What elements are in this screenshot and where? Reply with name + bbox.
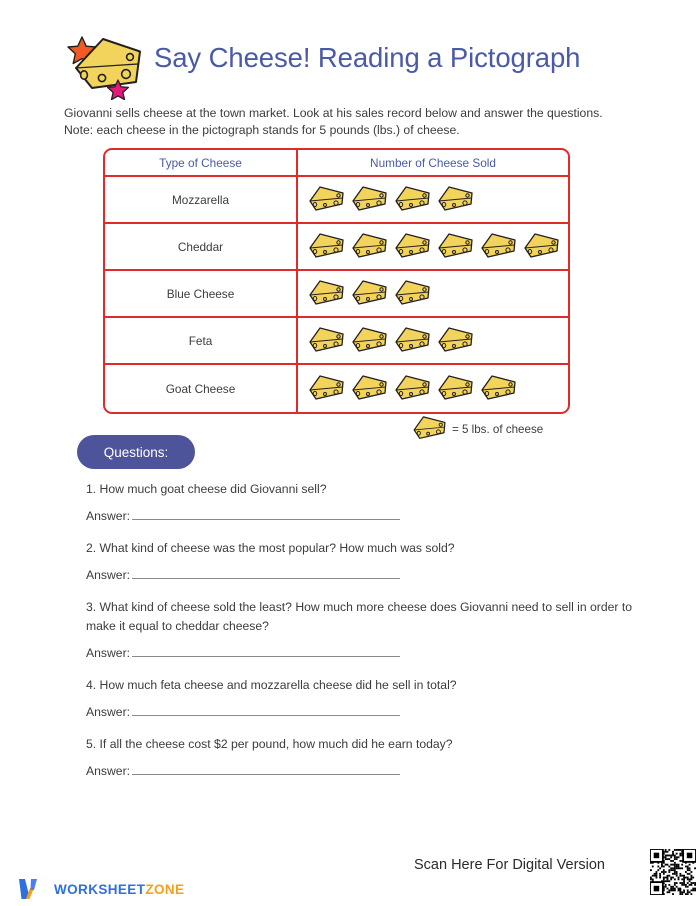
answer-blank-line[interactable]: [132, 508, 400, 520]
legend-label: = 5 lbs. of cheese: [452, 422, 544, 436]
intro-text: [64, 105, 644, 139]
question-text: 3. What kind of cheese sold the least? How much more cheese does Giovanni need to sell in order to make it equal to cheddar cheese?: [86, 600, 633, 633]
qr-code-icon[interactable]: [650, 849, 696, 895]
question-item: [86, 539, 676, 582]
cheese-wedge-icon: [479, 374, 519, 404]
answer-blank-line[interactable]: [132, 704, 400, 716]
cheese-icon-group: [298, 224, 568, 269]
cheese-wedge-icon: [307, 279, 347, 309]
legend-cheese-icon-slot: [411, 415, 449, 443]
answer-blank-line[interactable]: [132, 763, 400, 775]
cheese-wedge-icon: [350, 185, 390, 215]
cheese-type-label: Feta: [105, 318, 298, 363]
question-item: [86, 676, 676, 719]
answer-row[interactable]: [86, 704, 676, 719]
question-text: 4. How much feta cheese and mozzarella cheese did he sell in total?: [86, 678, 457, 692]
cheese-icon-group: [298, 318, 568, 363]
cheese-type-label: Goat Cheese: [105, 365, 298, 412]
answer-row[interactable]: [86, 508, 676, 523]
cheese-wedge-icon: [350, 374, 390, 404]
pictograph-legend: [411, 415, 543, 443]
answer-row[interactable]: [86, 567, 676, 582]
table-row: [105, 318, 568, 365]
worksheet-zone-logo[interactable]: [18, 878, 184, 900]
answer-label: Answer:: [86, 646, 131, 660]
cheese-wedge-icon: [350, 232, 390, 262]
intro-line-1: Giovanni sells cheese at the town market. Look at his sales record below and answer the questions.: [64, 106, 603, 120]
cheese-wedge-icon: [436, 326, 476, 356]
table-row: [105, 177, 568, 224]
cheese-wedge-icon: [350, 326, 390, 356]
column-header-type: Type of Cheese: [105, 150, 298, 175]
cheese-type-label: Blue Cheese: [105, 271, 298, 316]
question-text: 1. How much goat cheese did Giovanni sell?: [86, 482, 327, 496]
answer-label: Answer:: [86, 509, 131, 523]
answer-row[interactable]: [86, 645, 676, 660]
logo-word-zone: ZONE: [145, 881, 185, 897]
cheese-wedge-icon: [479, 232, 519, 262]
cheese-wedge-icon: [436, 374, 476, 404]
cheese-wedge-icon: [393, 279, 433, 309]
cheese-wedge-icon: [393, 185, 433, 215]
header-cheese-art: [62, 34, 154, 100]
column-header-count: Number of Cheese Sold: [370, 155, 496, 170]
cheese-wedge-icon: [350, 279, 390, 309]
question-text: 5. If all the cheese cost $2 per pound, how much did he earn today?: [86, 737, 453, 751]
answer-label: Answer:: [86, 568, 131, 582]
cheese-wedge-icon: [307, 374, 347, 404]
question-item: [86, 735, 676, 778]
cheese-wedge-icon: [393, 374, 433, 404]
cheese-wedge-icon: [393, 232, 433, 262]
questions-section: [86, 480, 676, 794]
answer-label: Answer:: [86, 764, 131, 778]
intro-line-2: Note: each cheese in the pictograph stands for 5 pounds (lbs.) of cheese.: [64, 123, 460, 137]
cheese-type-label: Cheddar: [105, 224, 298, 269]
question-item: [86, 480, 676, 523]
cheese-icon-group: [298, 365, 568, 412]
table-row: [105, 224, 568, 271]
cheese-wedge-icon: [307, 232, 347, 262]
table-row: [105, 365, 568, 412]
cheese-wedge-icon: [436, 232, 476, 262]
qr-code-svg: [650, 849, 696, 895]
answer-row[interactable]: [86, 763, 676, 778]
worksheet-zone-logo-icon: [18, 878, 48, 900]
cheese-icon-group: [298, 177, 568, 222]
page-header: [62, 34, 662, 100]
header-cheese-svg: [62, 34, 154, 100]
answer-blank-line[interactable]: [132, 567, 400, 579]
table-header-row: [105, 150, 568, 177]
cheese-type-label: Mozzarella: [105, 177, 298, 222]
question-text: 2. What kind of cheese was the most popular? How much was sold?: [86, 541, 455, 555]
cheese-wedge-icon: [411, 415, 449, 443]
logo-word-worksheet: WORKSHEET: [54, 881, 146, 897]
cheese-wedge-icon: [436, 185, 476, 215]
answer-blank-line[interactable]: [132, 645, 400, 657]
logo-wordmark: [54, 882, 184, 897]
cheese-wedge-icon: [307, 326, 347, 356]
scan-instruction-text: Scan Here For Digital Version: [414, 857, 605, 873]
cheese-wedge-icon: [307, 185, 347, 215]
question-item: [86, 598, 676, 660]
table-row: [105, 271, 568, 318]
cheese-wedge-icon: [393, 326, 433, 356]
pictograph-table: [103, 148, 570, 414]
answer-label: Answer:: [86, 705, 131, 719]
cheese-wedge-icon: [522, 232, 562, 262]
cheese-icon-group: [298, 271, 568, 316]
page-title: Say Cheese! Reading a Pictograph: [154, 42, 581, 73]
questions-badge: Questions:: [77, 435, 195, 469]
